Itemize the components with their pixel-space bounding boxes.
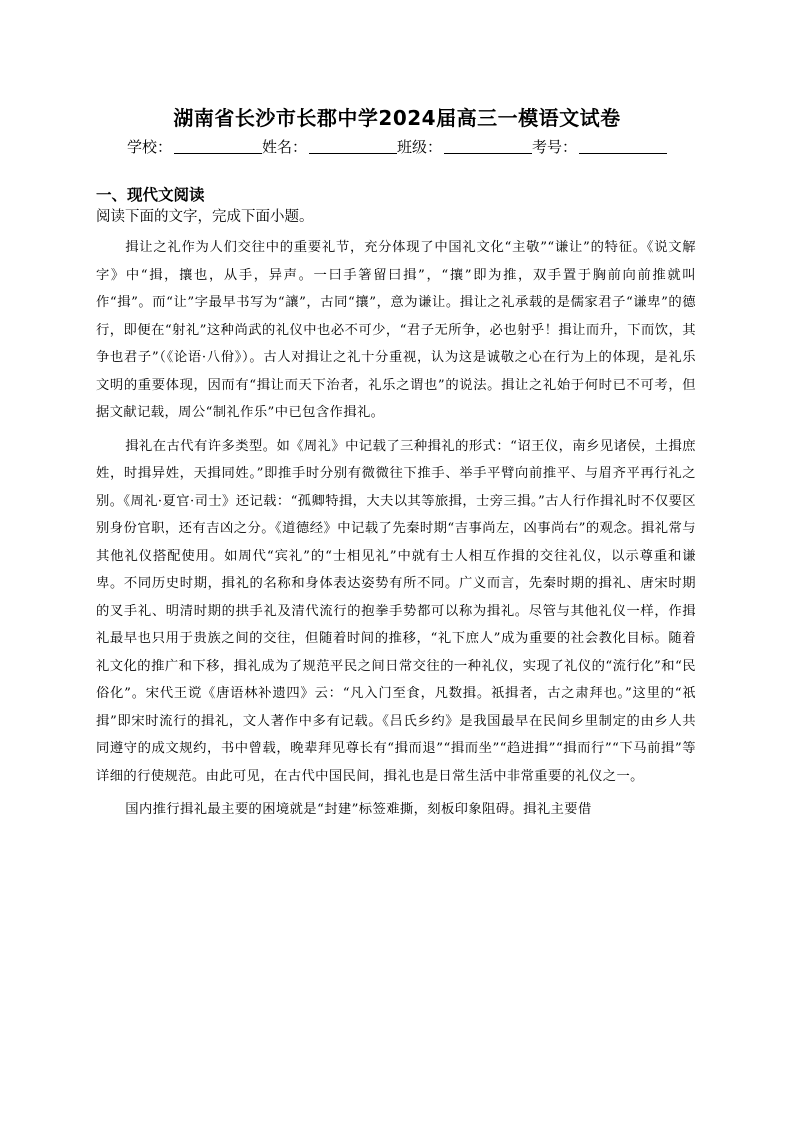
name-blank bbox=[309, 139, 397, 154]
reading-instruction: 阅读下面的文字，完成下面小题。 bbox=[96, 209, 314, 225]
class-label: 班级： bbox=[397, 138, 443, 156]
passage-paragraph: 揖让之礼作为人们交往中的重要礼节，充分体现了中国礼文化“主敬”“谦让”的特征。《说文解字》中“揖，攘也，从手，异声。一曰手箸留曰揖”，“攘”即为推，双手置于胸前向前推就叫作“揖”。而“让”字最早书写为“讓”，古同“攘”，意为谦让。揖让之礼承载的是儒家君子“谦卑”的德行，即便在“射礼”这种尚武的礼仪中也必不可少，“君子无所争，必也射乎！揖让而升，下而饮，其争也君子”（《论语·八佾》）。古人对揖让之礼十分重视，认为这是诚敬之心在行为上的体现，是礼乐文明的重要体现，因而有“揖让而天下治者，礼乐之谓也”的说法。揖让之礼始于何时已不可考，但据文献记载，周公“制礼作乐”中已包含作揖礼。 bbox=[96, 240, 696, 420]
school-field bbox=[127, 136, 262, 157]
page-title: 湖南省长沙市长郡中学2024届高三一模语文试卷 bbox=[173, 106, 621, 130]
exam-number-field bbox=[532, 136, 667, 157]
class-field bbox=[397, 136, 532, 157]
name-label: 姓名： bbox=[261, 138, 307, 156]
section-heading: 一、现代文阅读 bbox=[96, 186, 205, 204]
class-blank bbox=[444, 139, 532, 154]
school-label: 学校： bbox=[126, 138, 172, 156]
name-field bbox=[262, 136, 397, 157]
passage-paragraph: 揖礼在古代有许多类型。如《周礼》中记载了三种揖礼的形式：“诏王仪，南乡见诸侯，土揖庶姓，时揖异姓，天揖同姓。”即推手时分别有微微往下推手、举手平臂向前推平、与眉齐平再行礼之别。《周礼·夏官·司士》还记载：“孤卿特揖，大夫以其等旅揖，士旁三揖。”古人行作揖礼时不仅要区别身份官职，还有吉凶之分。《道德经》中记载了先秦时期“吉事尚左，凶事尚右”的观念。揖礼常与其他礼仪搭配使用。如周代“宾礼”的“士相见礼”中就有士人相互作揖的交往礼仪，以示尊重和谦卑。不同历史时期，揖礼的名称和身体表达姿势有所不同。广义而言，先秦时期的揖礼、唐宋时期的叉手礼、明清时期的拱手礼及清代流行的抱拳手势都可以称为揖礼。尽管与其他礼仪一样，作揖礼最早也只用于贵族之间的交往，但随着时间的推移，“礼下庶人”成为重要的社会教化目标。随着礼文化的推广和下移，揖礼成为了规范平民之间日常交往的一种礼仪，实现了礼仪的“流行化”和“民俗化”。宋代王谠《唐语林补遗四》云：“凡入门至食，凡数揖。祇揖者，古之肃拜也。”这里的“祇揖”即宋时流行的揖礼，文人著作中多有记载。《吕氏乡约》是我国最早在民间乡里制定的由乡人共同遵守的成文规约，书中曾载，晚辈拜见尊长有“揖而退”“揖而坐”“趋进揖”“揖而行”“下马前揖”等详细的行使规范。由此可见，在古代中国民间，揖礼也是日常生活中非常重要的礼仪之一。 bbox=[96, 438, 696, 784]
exam-number-label: 考号： bbox=[532, 138, 578, 156]
passage-paragraph: 国内推行揖礼最主要的困境就是“封建”标签难撕，刻板印象阻碍。揖礼主要借 bbox=[125, 802, 592, 817]
reading-passage bbox=[96, 234, 696, 830]
student-info-line bbox=[0, 136, 794, 157]
school-blank bbox=[174, 139, 262, 154]
exam-number-blank bbox=[579, 139, 667, 154]
